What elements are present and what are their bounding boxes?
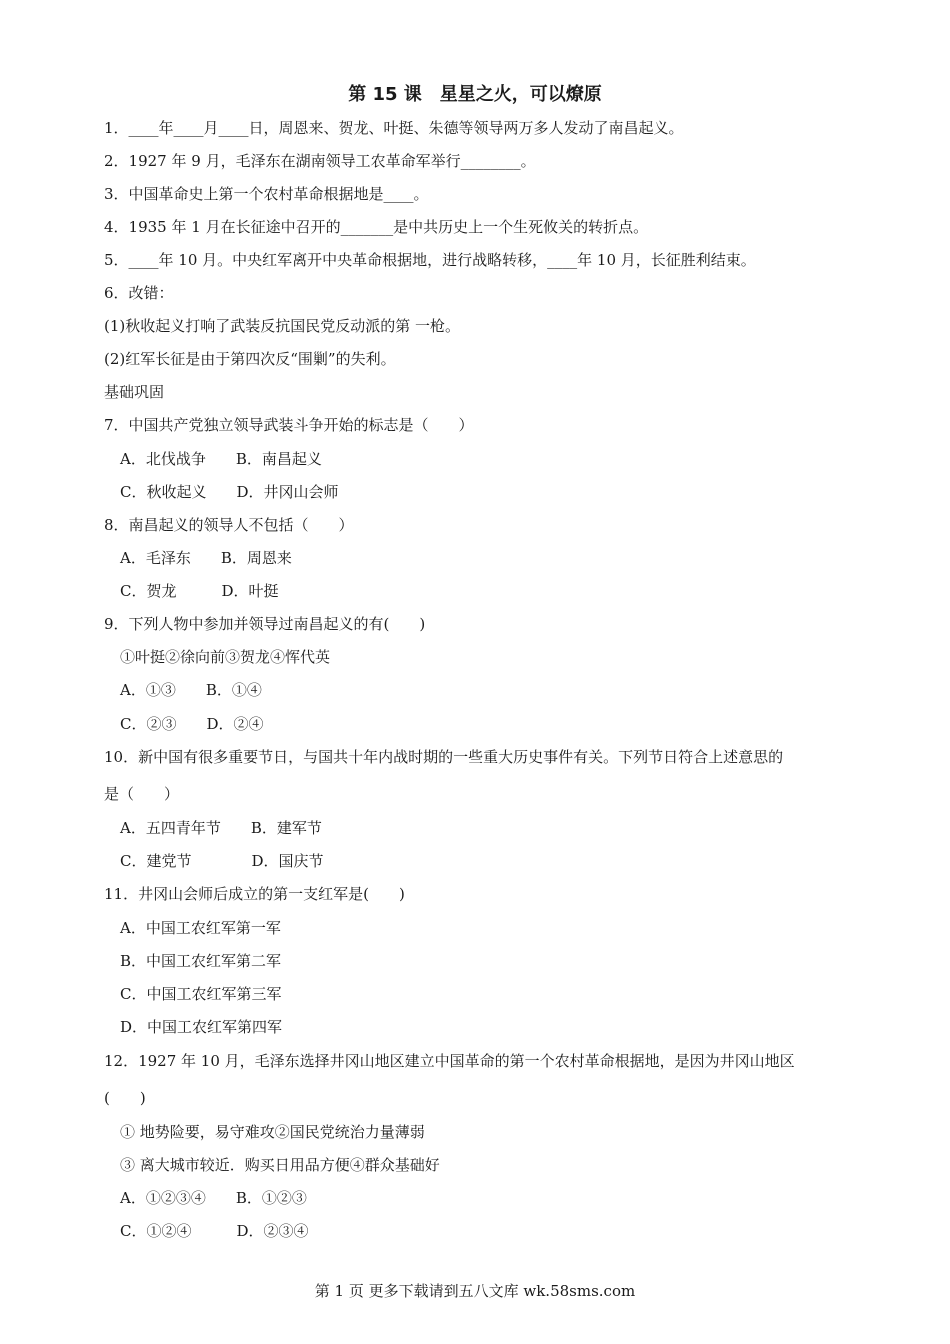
question-9-items: ①叶挺②徐向前③贺龙④恽代英 [120,648,331,666]
question-10: 10．新中国有很多重要节日，与国共十年内战时期的一些重大历史事件有关。下列节日符合上述意思的 [104,748,784,766]
page-title: 第 15 课 星星之火，可以燎原 [348,84,602,105]
question-6-part-1: (1)秋收起义打响了武装反抗国民党反动派的第 一枪。 [104,317,461,335]
question-2: 2．1927 年 9 月，毛泽东在湖南领导工农革命军举行________。 [104,152,536,170]
question-6: 6．改错： [104,284,174,302]
question-7-options-cd: C．秋收起义 D．井冈山会师 [120,483,339,501]
question-7-options-ab: A．北伐战争 B．南昌起义 [120,450,322,468]
question-9-options-cd: C．②③ D．②④ [120,715,264,733]
question-9-options-ab: A．①③ B．①④ [120,681,262,699]
question-11-option-d: D．中国工农红军第四军 [120,1018,283,1036]
question-6-part-2: (2)红军长征是由于第四次反“围剿”的失利。 [104,350,396,368]
question-12-options-ab: A．①②③④ B．①②③ [120,1189,307,1207]
question-7: 7．中国共产党独立领导武装斗争开始的标志是（ ） [104,416,474,434]
question-4: 4．1935 年 1 月在长征途中召开的_______是中共历史上一个生死攸关的转折点。 [104,218,649,236]
page-footer: 第 1 页 更多下载请到五八文库 wk.58sms.com [314,1282,636,1300]
question-12-items-2: ③ 离大城市较近．购买日用品方便④群众基础好 [120,1156,440,1174]
question-12-options-cd: C．①②④ D．②③④ [120,1222,309,1240]
question-11: 11．井冈山会师后成立的第一支红军是( ) [104,885,405,903]
question-12-cont: ( ) [104,1089,146,1107]
question-12-items-1: ① 地势险要，易守难攻②国民党统治力量薄弱 [120,1123,425,1141]
question-9: 9．下列人物中参加并领导过南昌起义的有( ) [104,615,426,633]
question-5: 5．____年 10 月。中央红军离开中央革命根据地，进行战略转移，____年 10 月，长征胜利结束。 [104,251,756,269]
question-8-options-ab: A．毛泽东 B．周恩来 [120,549,292,567]
question-11-option-c: C．中国工农红军第三军 [120,985,282,1003]
question-11-option-a: A．中国工农红军第一军 [120,919,281,937]
question-10-options-cd: C．建党节 D．国庆节 [120,852,324,870]
question-11-option-b: B．中国工农红军第二军 [120,952,282,970]
question-8: 8．南昌起义的领导人不包括（ ） [104,516,354,534]
question-12: 12．1927 年 10 月，毛泽东选择井冈山地区建立中国革命的第一个农村革命根据地，是因为井冈山地区 [104,1052,795,1070]
section-heading: 基础巩固 [104,383,165,401]
question-8-options-cd: C．贺龙 D．叶挺 [120,582,279,600]
question-10-options-ab: A．五四青年节 B．建军节 [120,819,322,837]
question-3: 3．中国革命史上第一个农村革命根据地是____。 [104,185,429,203]
question-10-cont: 是（ ） [104,785,180,803]
question-1: 1．____年____月____日，周恩来、贺龙、叶挺、朱德等领导两万多人发动了南昌起义。 [104,119,684,137]
